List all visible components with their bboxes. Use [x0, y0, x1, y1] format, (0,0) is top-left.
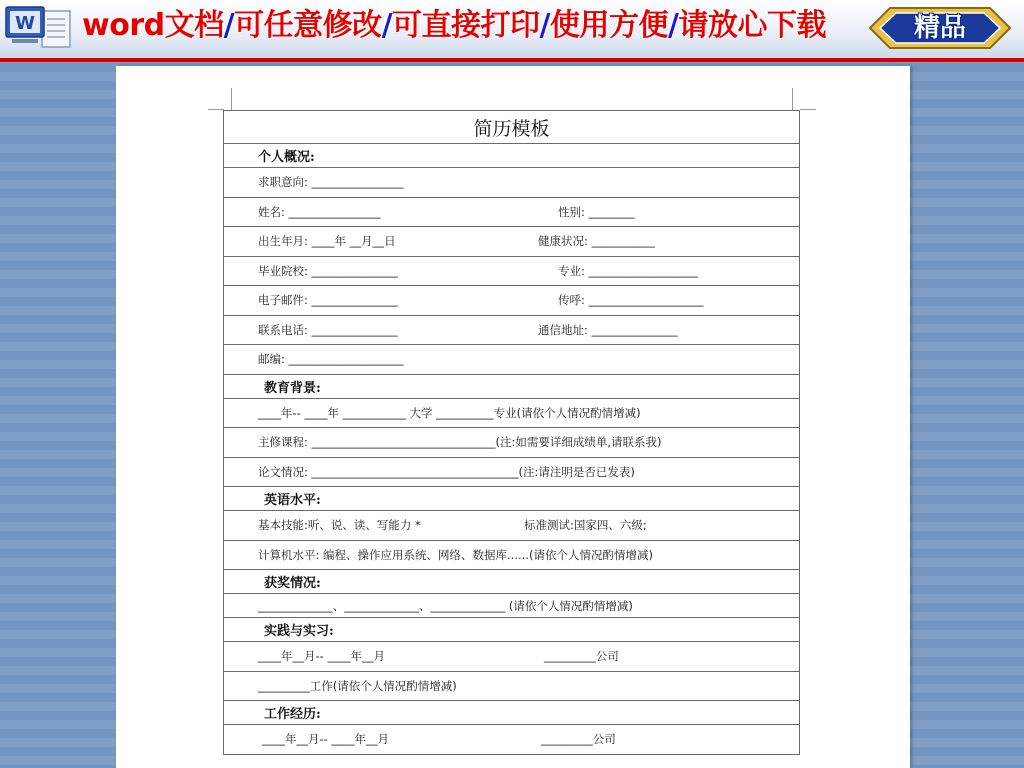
health-field: 健康状况: ___________ [538, 234, 655, 249]
zip-field: 邮编: ____________________ [258, 352, 404, 367]
crop-mark [800, 109, 816, 110]
practice-period-field: ____年__月-- ____年__月 [258, 649, 385, 664]
svg-text:W: W [15, 13, 35, 34]
table-row [224, 672, 799, 702]
table-row [224, 458, 799, 488]
badge-label: 精品 [913, 13, 966, 43]
birth-field: 出生年月: ____年 __月__日 [258, 234, 396, 249]
crop-mark [231, 88, 232, 110]
crop-mark [208, 109, 224, 110]
table-row [224, 642, 799, 672]
address-field: 通信地址: _______________ [538, 322, 678, 337]
email-field: 电子邮件: _______________ [258, 293, 398, 308]
thesis-field: 论文情况: ____________________________________(注:请注明是否已发表) [258, 464, 635, 479]
document-page [116, 66, 910, 768]
promo-banner [0, 0, 1024, 62]
table-row [224, 428, 799, 458]
banner-separator: / [668, 8, 679, 43]
table-row [224, 198, 799, 228]
english-tests-field: 标准测试:国家四、六级; [524, 518, 647, 533]
section-row [224, 701, 799, 725]
crop-mark [792, 88, 793, 110]
computer-skills-field: 计算机水平: 编程、操作应用系统、网络、数据库......(请依个人情况酌情增减) [258, 547, 653, 562]
banner-part: 可直接打印 [392, 8, 540, 43]
banner-part: 请放心下载 [678, 8, 826, 43]
table-row [224, 257, 799, 287]
section-heading-awards: 获奖情况: [264, 576, 321, 591]
name-field: 姓名: ________________ [258, 204, 381, 219]
section-heading-personal: 个人概况: [258, 150, 315, 165]
section-row [224, 144, 799, 168]
table-row [224, 725, 799, 755]
table-row [224, 399, 799, 429]
table-row [224, 168, 799, 198]
section-row [224, 487, 799, 511]
section-heading-work: 工作经历: [264, 707, 321, 722]
resume-title-row [224, 111, 799, 144]
resume-title: 简历模板 [473, 117, 550, 140]
banner-separator: / [381, 8, 393, 43]
school-field: 毕业院校: _______________ [258, 263, 398, 278]
practice-company-field: _________公司 [544, 649, 619, 664]
english-skills-field: 基本技能:听、说、读、写能力 * [258, 518, 421, 533]
section-row [224, 375, 799, 399]
premium-badge [866, 4, 1014, 52]
banner-part: 可任意修改 [234, 8, 382, 43]
section-heading-practice: 实践与实习: [264, 624, 334, 639]
banner-slogan [82, 4, 862, 48]
word-document-icon [2, 3, 78, 53]
education-period-field: ____年-- ____年 ___________ 大学 __________专业(请依个人情况酌情增减) [258, 405, 641, 420]
table-row [224, 345, 799, 375]
banner-separator: / [539, 8, 551, 43]
section-row [224, 570, 799, 594]
practice-job-field: _________工作(请依个人情况酌情增减) [258, 678, 457, 693]
table-row [224, 316, 799, 346]
work-company-field: _________公司 [541, 732, 616, 747]
section-row [224, 618, 799, 642]
major-field: 专业: ___________________ [558, 263, 698, 278]
table-row [224, 594, 799, 618]
section-heading-education: 教育背景: [264, 380, 321, 396]
gender-field: 性别: ________ [558, 204, 635, 219]
awards-field: _____________、_____________、_____________ (请依个人情况酌情增减) [258, 598, 633, 613]
table-row [224, 541, 799, 571]
phone-field: 联系电话: _______________ [258, 322, 398, 337]
pager-field: 传呼: ____________________ [558, 293, 704, 308]
banner-separator: / [223, 8, 235, 43]
job-intent-field: 求职意向: ________________ [258, 175, 404, 190]
table-row [224, 286, 799, 316]
table-row [224, 227, 799, 257]
section-heading-english: 英语水平: [264, 493, 321, 508]
resume-table [223, 110, 800, 755]
banner-part: word文档 [82, 8, 224, 43]
courses-field: 主修课程: ________________________________(注:如需要详细成绩单,请联系我) [258, 435, 662, 450]
work-period-field: ____年__月-- ____年__月 [262, 732, 389, 747]
table-row [224, 511, 799, 541]
banner-part: 使用方便 [550, 8, 669, 43]
